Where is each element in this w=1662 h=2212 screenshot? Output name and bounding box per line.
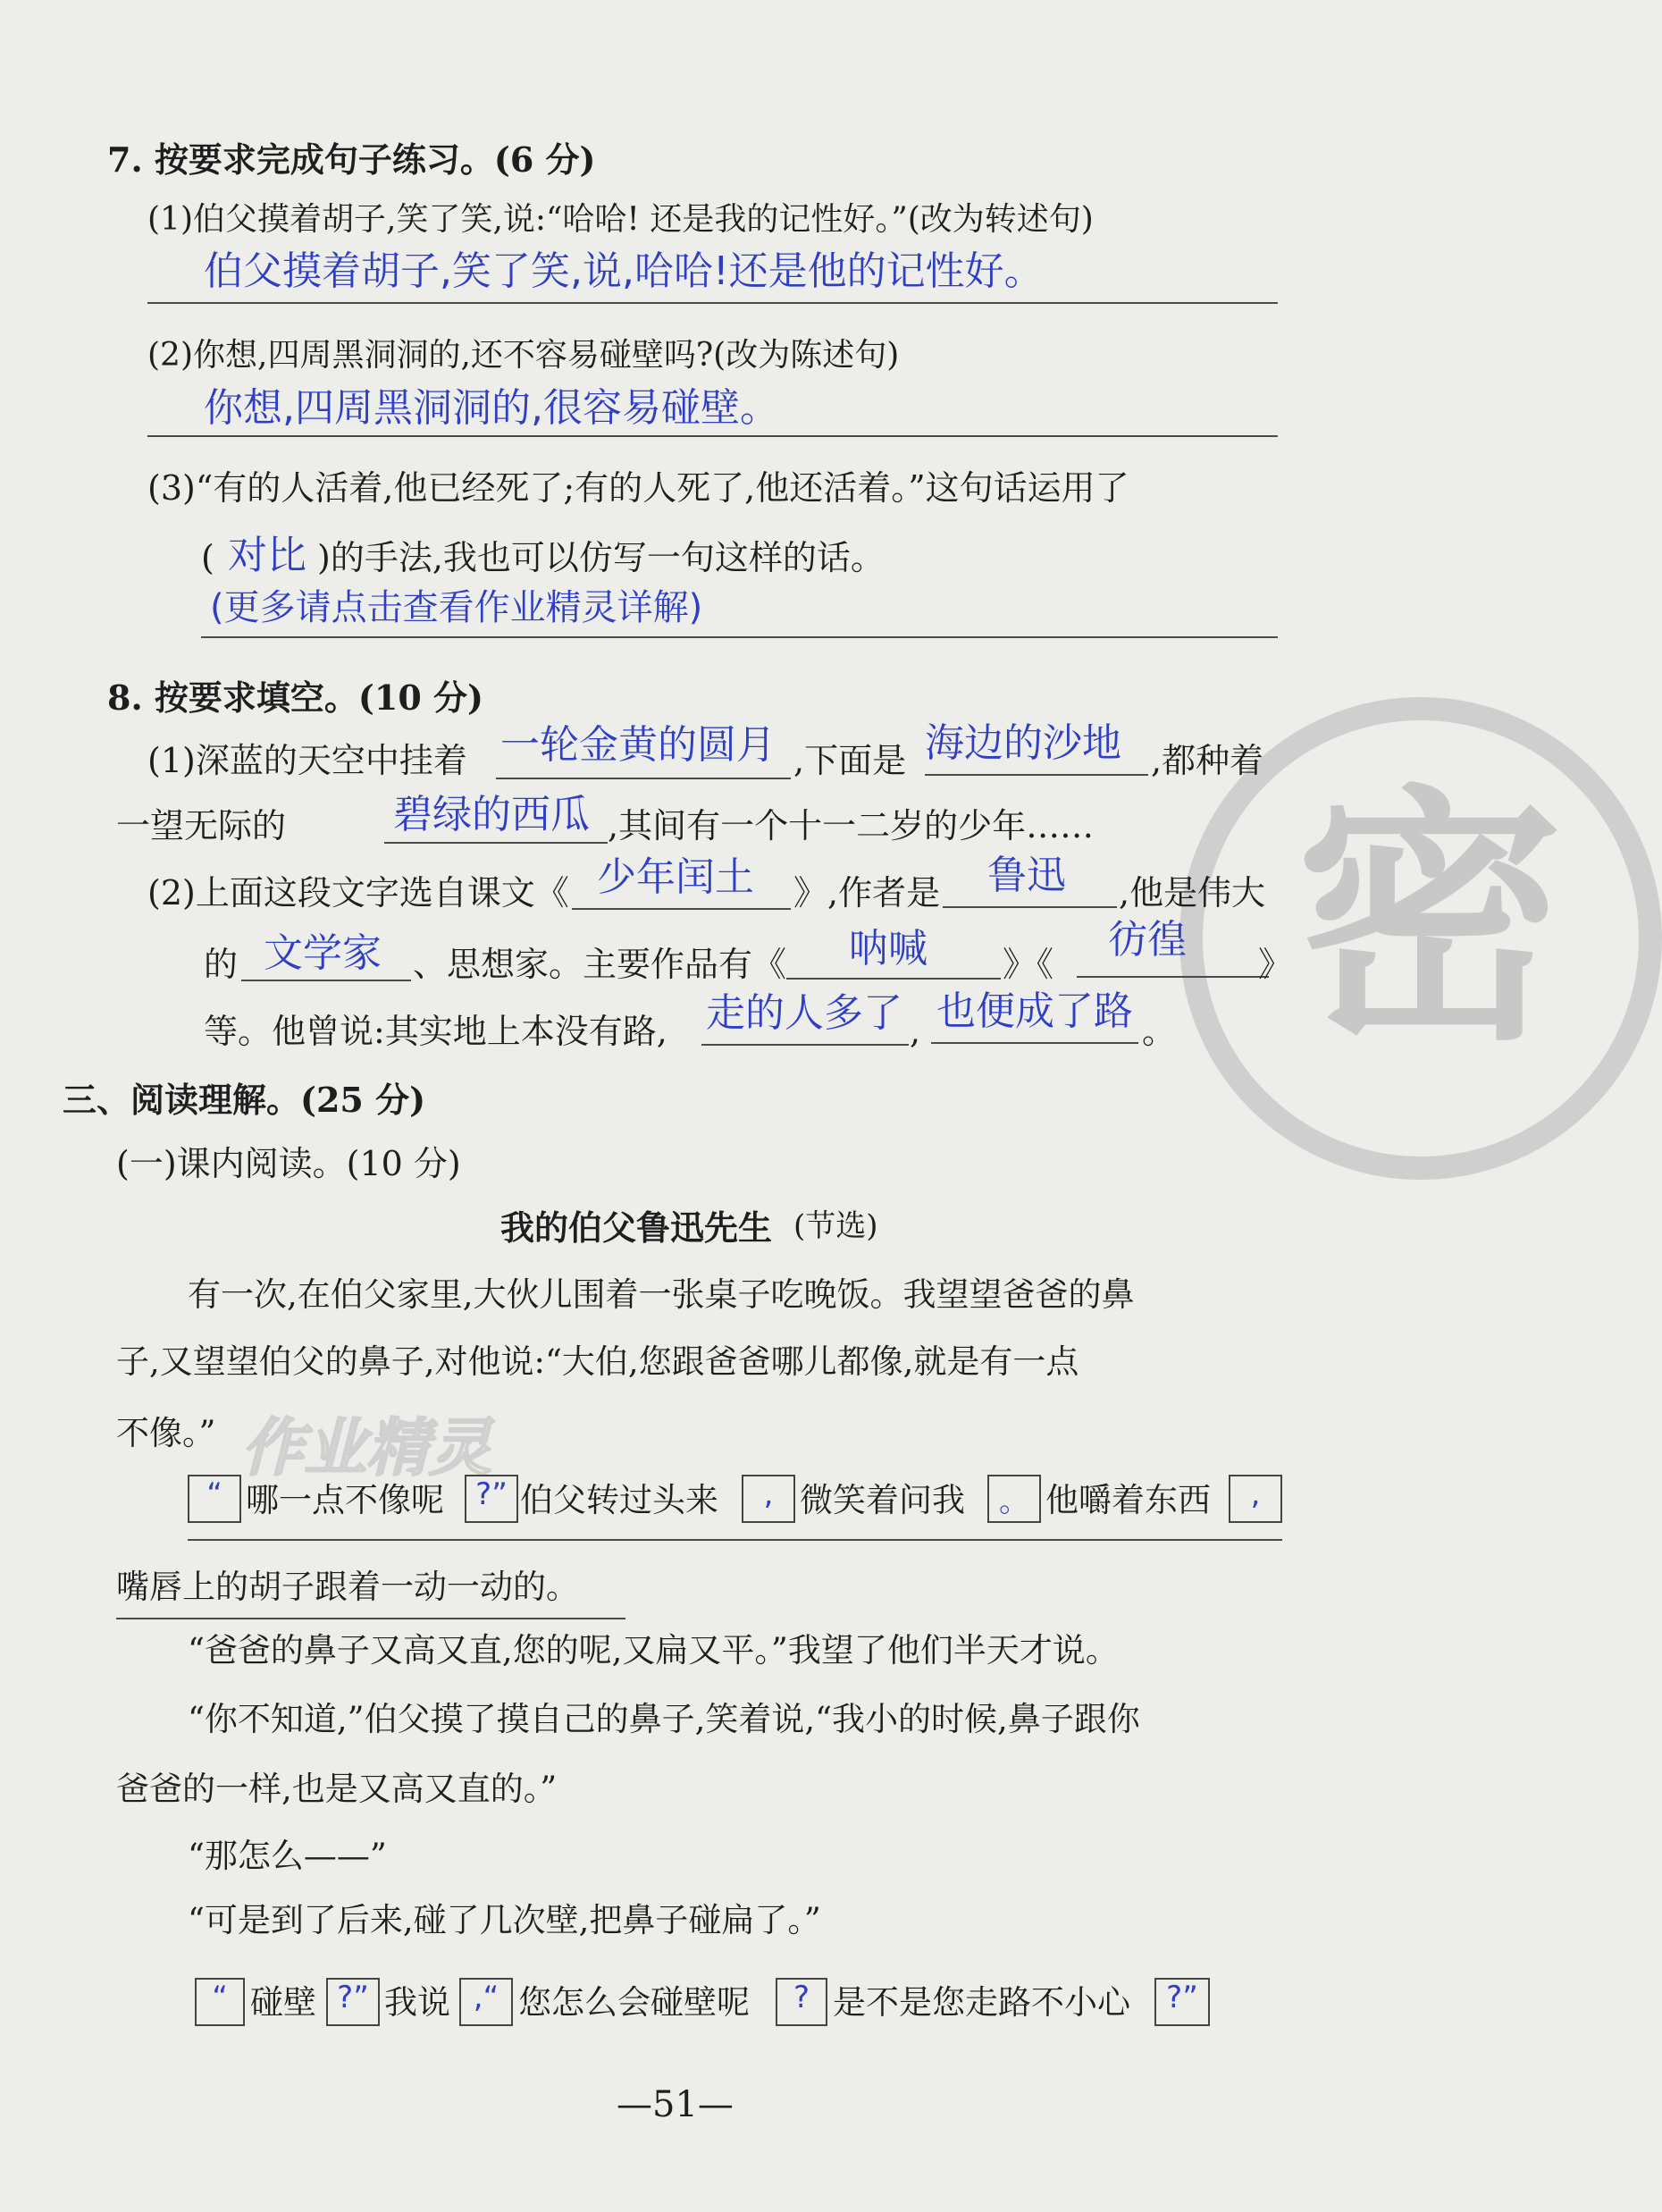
article-text: 嘴唇上的胡子跟着一动一动的。 [116, 1568, 579, 1606]
answer-line [201, 636, 1278, 638]
q7-sentence-3: (3)“有的人活着,他已经死了;有的人死了,他还活着。”这句话运用了 [147, 468, 1129, 508]
q8-fill-7: 呐喊 [849, 926, 928, 971]
answer-line [147, 435, 1278, 437]
punctuation-box: ? [776, 1978, 827, 2026]
q8-fill-5: 鲁迅 [987, 853, 1066, 898]
punctuation-box: ?” [326, 1978, 380, 2026]
q8-line3-b: 》,作者是 [793, 873, 941, 913]
secret-stamp-char: 密 [1296, 764, 1564, 1076]
q8-fill-2: 海边的沙地 [925, 720, 1121, 766]
q7-sentence-1: (1)伯父摸着胡子,笑了笑,说:“哈哈! 还是我的记性好。”(改为转述句) [147, 201, 1094, 238]
q8-line3-a: (2)上面这段文字选自课文《 [147, 873, 569, 913]
answer-line [147, 302, 1278, 304]
article-text: 伯父转过头来 [520, 1481, 718, 1519]
article-text: 我说 [384, 1983, 450, 2022]
q8-line5-b: , [910, 1012, 921, 1051]
punctuation-box: ,“ [459, 1978, 513, 2026]
punctuation-box: “ [188, 1475, 241, 1523]
blank-line [241, 980, 411, 981]
q8-fill-8: 彷徨 [1108, 917, 1187, 963]
blank-line [786, 978, 1001, 980]
blank-line [1077, 976, 1269, 978]
q8-fill-3: 碧绿的西瓜 [393, 792, 590, 837]
page-number: —51— [617, 2084, 734, 2125]
q7-title: 7. 按要求完成句子练习。(6 分) [107, 139, 596, 180]
q8-line5-a: 等。他曾说:其实地上本没有路, [204, 1012, 667, 1051]
q8-line2-a: 一望无际的 [116, 806, 287, 845]
q7-answer-2: 你想,四周黑洞洞的,很容易碰壁。 [204, 385, 779, 431]
article-paragraph: “那怎么——” [188, 1837, 387, 1875]
punctuation-box: ?” [1154, 1978, 1210, 2026]
punctuation-box: , [742, 1475, 795, 1523]
q8-fill-10: 也便成了路 [936, 988, 1133, 1034]
q7-answer-1: 伯父摸着胡子,笑了笑,说,哈哈!还是他的记性好。 [204, 248, 1044, 294]
punctuation-box: “ [195, 1978, 245, 2026]
article-text: 是不是您走路不小心 [833, 1983, 1130, 2022]
blank-line [496, 778, 791, 779]
article-text: 哪一点不像呢 [246, 1481, 444, 1519]
q8-line2-b: ,其间有一个十一二岁的少年…… [608, 806, 1095, 845]
q8-line4-d: 》 [1258, 945, 1293, 984]
section3-subtitle: (一)课内阅读。(10 分) [116, 1144, 461, 1183]
blank-line [943, 906, 1117, 908]
q8-title: 8. 按要求填空。(10 分) [107, 677, 483, 718]
article-paragraph: “你不知道,”伯父摸了摸自己的鼻子,笑着说,“我小的时候,鼻子跟你 [188, 1700, 1140, 1738]
article-title-note: (节选) [793, 1208, 878, 1244]
q7-sentence-3-tail: )的手法,我也可以仿写一句这样的话。 [317, 538, 885, 577]
article-paragraph: 子,又望望伯父的鼻子,对他说:“大伯,您跟爸爸哪儿都像,就是有一点 [116, 1342, 1079, 1381]
answer-line [116, 1618, 625, 1619]
q7-answer-3b: (更多请点击查看作业精灵详解) [210, 587, 703, 628]
article-text: 碰壁 [250, 1983, 316, 2022]
article-paragraph: “可是到了后来,碰了几次壁,把鼻子碰扁了。” [188, 1901, 821, 1939]
article-paragraph: “爸爸的鼻子又高又直,您的呢,又扁又平。”我望了他们半天才说。 [188, 1631, 1119, 1670]
q8-fill-6: 文学家 [264, 930, 382, 976]
q8-line1-b: ,下面是 [793, 741, 907, 780]
q8-fill-4: 少年闰土 [597, 854, 754, 900]
punctuation-box: 。 [987, 1475, 1041, 1523]
q8-line4-c: 》《 [1003, 945, 1054, 984]
q8-line4-a: 的 [204, 945, 239, 984]
blank-line [572, 908, 791, 910]
punctuation-box: ?” [465, 1475, 518, 1523]
article-text: 微笑着问我 [800, 1481, 965, 1519]
watermark: 作业精灵 [241, 1411, 491, 1484]
blank-line [925, 774, 1148, 776]
q8-line4-b: 、思想家。主要作品有《 [413, 945, 787, 984]
q8-line3-c: ,他是伟大 [1119, 873, 1266, 913]
article-text: 您怎么会碰壁呢 [518, 1983, 750, 2022]
q8-line1-c: ,都种着 [1151, 741, 1264, 780]
punctuation-box: , [1229, 1475, 1282, 1523]
blank-line [931, 1042, 1138, 1044]
q7-answer-3: 对比 [228, 533, 306, 578]
article-paragraph: 有一次,在伯父家里,大伙儿围着一张桌子吃晚饭。我望望爸爸的鼻 [188, 1275, 1135, 1314]
article-paragraph: 爸爸的一样,也是又高又直的。” [116, 1770, 558, 1808]
answer-line [188, 1539, 1282, 1541]
q7-sentence-3-open: ( [201, 538, 214, 577]
blank-line [701, 1044, 909, 1046]
q8-line5-c: 。 [1142, 1012, 1177, 1051]
section3-title: 三、阅读理解。(25 分) [63, 1080, 426, 1120]
article-paragraph: 不像。” [116, 1414, 216, 1452]
article-title: 我的伯父鲁迅先生 [500, 1207, 773, 1248]
blank-line [384, 842, 608, 844]
q7-sentence-2: (2)你想,四周黑洞洞的,还不容易碰壁吗?(改为陈述句) [147, 337, 900, 374]
article-text: 他嚼着东西 [1045, 1481, 1211, 1519]
q8-line1-a: (1)深蓝的天空中挂着 [147, 741, 467, 780]
q8-fill-9: 走的人多了 [706, 990, 902, 1036]
q8-fill-1: 一轮金黄的圆月 [500, 722, 776, 768]
